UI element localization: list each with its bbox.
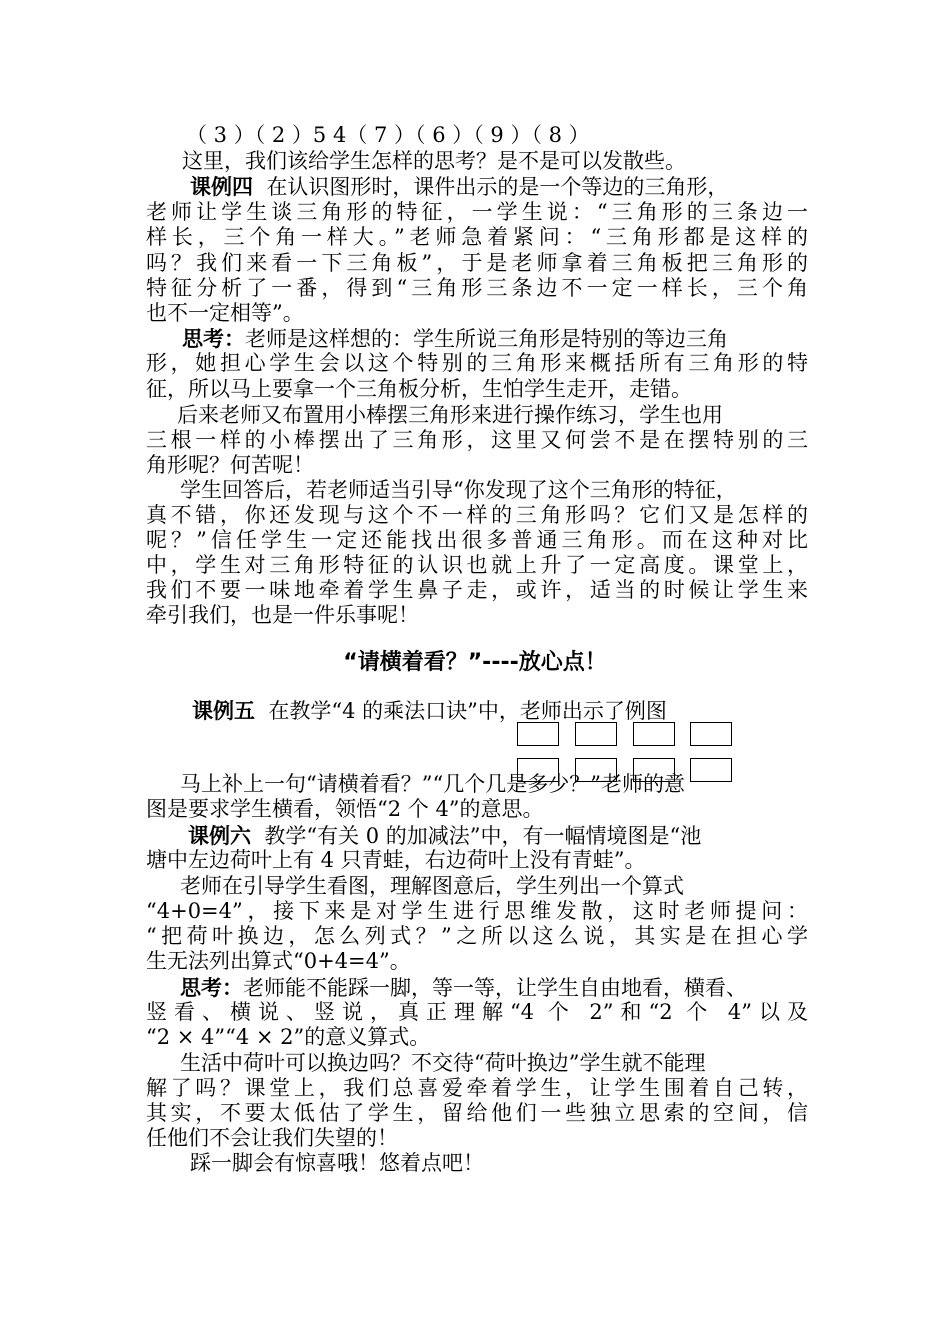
example-box: [517, 758, 559, 782]
example-label-six: 课例六: [188, 823, 251, 848]
paragraph-line: “2 × 4”“4 × 2”的意义算式。: [146, 1025, 431, 1049]
paragraph-text: 老师能不能踩一脚，等一等，让学生自由地看，横看、: [243, 976, 747, 1000]
paragraph-line: 呢？”信任学生一定还能找出很多普通三角形。而在这种对比: [146, 528, 808, 552]
paragraph-line: 角形呢？何苦呢！: [146, 453, 314, 477]
paragraph-line: 真不错，你还发现与这个不一样的三角形吗？它们又是怎样的: [146, 503, 808, 527]
paragraph-line: 老师在引导学生看图，理解图意后，学生列出一个算式: [180, 874, 684, 898]
think-label: 思考：: [180, 975, 243, 1000]
paragraph-line: 也不一定相等”。: [146, 301, 304, 325]
paragraph-line: [182, 326, 844, 351]
paragraph-line: 学生回答后，若老师适当引导“你发现了这个三角形的特征，: [180, 478, 737, 502]
example-label-four: 课例四: [190, 174, 253, 199]
paragraph-line: 这里，我们该给学生怎样的思考？是不是可以发散些。: [182, 149, 686, 173]
paragraph-line: “4+0=4”，接下来是对学生进行思维发散，这时老师提问：: [146, 899, 808, 923]
paragraph-line: 形，她担心学生会以这个特别的三角形来概括所有三角形的特: [146, 351, 808, 375]
example-box: [633, 722, 675, 746]
paragraph-line: 图是要求学生横看，领悟“2 个 4”的意思。: [146, 797, 544, 821]
paragraph-line: 吗？我们来看一下三角板”，于是老师拿着三角板把三角形的: [146, 251, 808, 275]
paragraph-line: 解了吗？课堂上，我们总喜爱牵着学生，让学生围着自己转，: [146, 1076, 808, 1100]
paragraph-line: 踩一脚会有惊喜哦！悠着点吧！: [190, 1151, 484, 1175]
paragraph-line: 样长，三个角一样大。”老师急着紧问：“三角形都是这样的: [146, 225, 808, 249]
paragraph-line: “把荷叶换边，怎么列式？”之所以这么说，其实是在担心学: [146, 924, 808, 948]
paragraph-line: 征，所以马上要拿一个三角板分析，生怕学生走开，走错。: [146, 377, 692, 401]
paragraph-text: 教学“有关 0 的加减法”中，有一幅情境图是“池: [264, 824, 702, 848]
paragraph-line: 三根一样的小棒摆出了三角形，这里又何尝不是在摆特别的三: [146, 428, 808, 452]
paragraph-line: 特征分析了一番，得到“三角形三条边不一定一样长，三个角: [146, 276, 808, 300]
example-box: [575, 722, 617, 746]
paragraph-line: 生无法列出算式“0+4=4”。: [146, 949, 411, 973]
paragraph-text: 在教学“4 的乘法口诀”中，老师出示了例图: [268, 699, 667, 723]
paragraph-text: 老师是这样想的：学生所说三角形是特别的等边三角: [245, 327, 728, 351]
example-box: [517, 722, 559, 746]
paragraph-line: 后来老师又布置用小棒摆三角形来进行操作练习，学生也用: [177, 403, 723, 427]
example-box: [690, 758, 732, 782]
paragraph-line: 其实，不要太低估了学生，留给他们一些独立思索的空间，信: [146, 1101, 808, 1125]
paragraph-line: 牵引我们，也是一件乐事呢！: [146, 603, 419, 627]
paragraph-line: 马上补上一句“请横着看？”“几个几是多少？”老师的意: [180, 772, 685, 796]
paragraph-line: [192, 698, 854, 723]
paragraph-line: 竖看、横说、竖说，真正理解“4 个 2”和“2 个 4”以及: [146, 1000, 808, 1024]
paragraph-line: 中，学生对三角形特征的认识也就上升了一定高度。课堂上，: [146, 553, 808, 577]
paragraph-line: 生活中荷叶可以换边吗？不交待“荷叶换边”学生就不能理: [180, 1051, 706, 1075]
paragraph-line: 我们不要一味地牵着学生鼻子走，或许，适当的时候让学生来: [146, 578, 808, 602]
example-box: [633, 758, 675, 782]
example-box: [575, 758, 617, 782]
example-box: [690, 722, 732, 746]
example-label-five: 课例五: [192, 698, 255, 723]
number-sequence-line: （ 3 ）（ 2 ）5 4（ 7 ）（ 6 ）（ 9 ）（ 8 ）: [186, 123, 590, 147]
think-label: 思考：: [182, 326, 245, 351]
paragraph-line: [180, 975, 820, 1000]
paragraph-line: 老师让学生谈三角形的特征，一学生说：“三角形的三条边一: [146, 200, 808, 224]
paragraph-text: 在认识图形时，课件出示的是一个等边的三角形，: [266, 175, 729, 199]
section-heading: “请横着看？”----放心点！: [343, 650, 607, 675]
paragraph-line: 塘中左边荷叶上有 4 只青蛙，右边荷叶上没有青蛙”。: [146, 848, 646, 872]
paragraph-line: [190, 174, 852, 199]
paragraph-line: 任他们不会让我们失望的！: [146, 1126, 398, 1150]
paragraph-line: [188, 823, 850, 848]
